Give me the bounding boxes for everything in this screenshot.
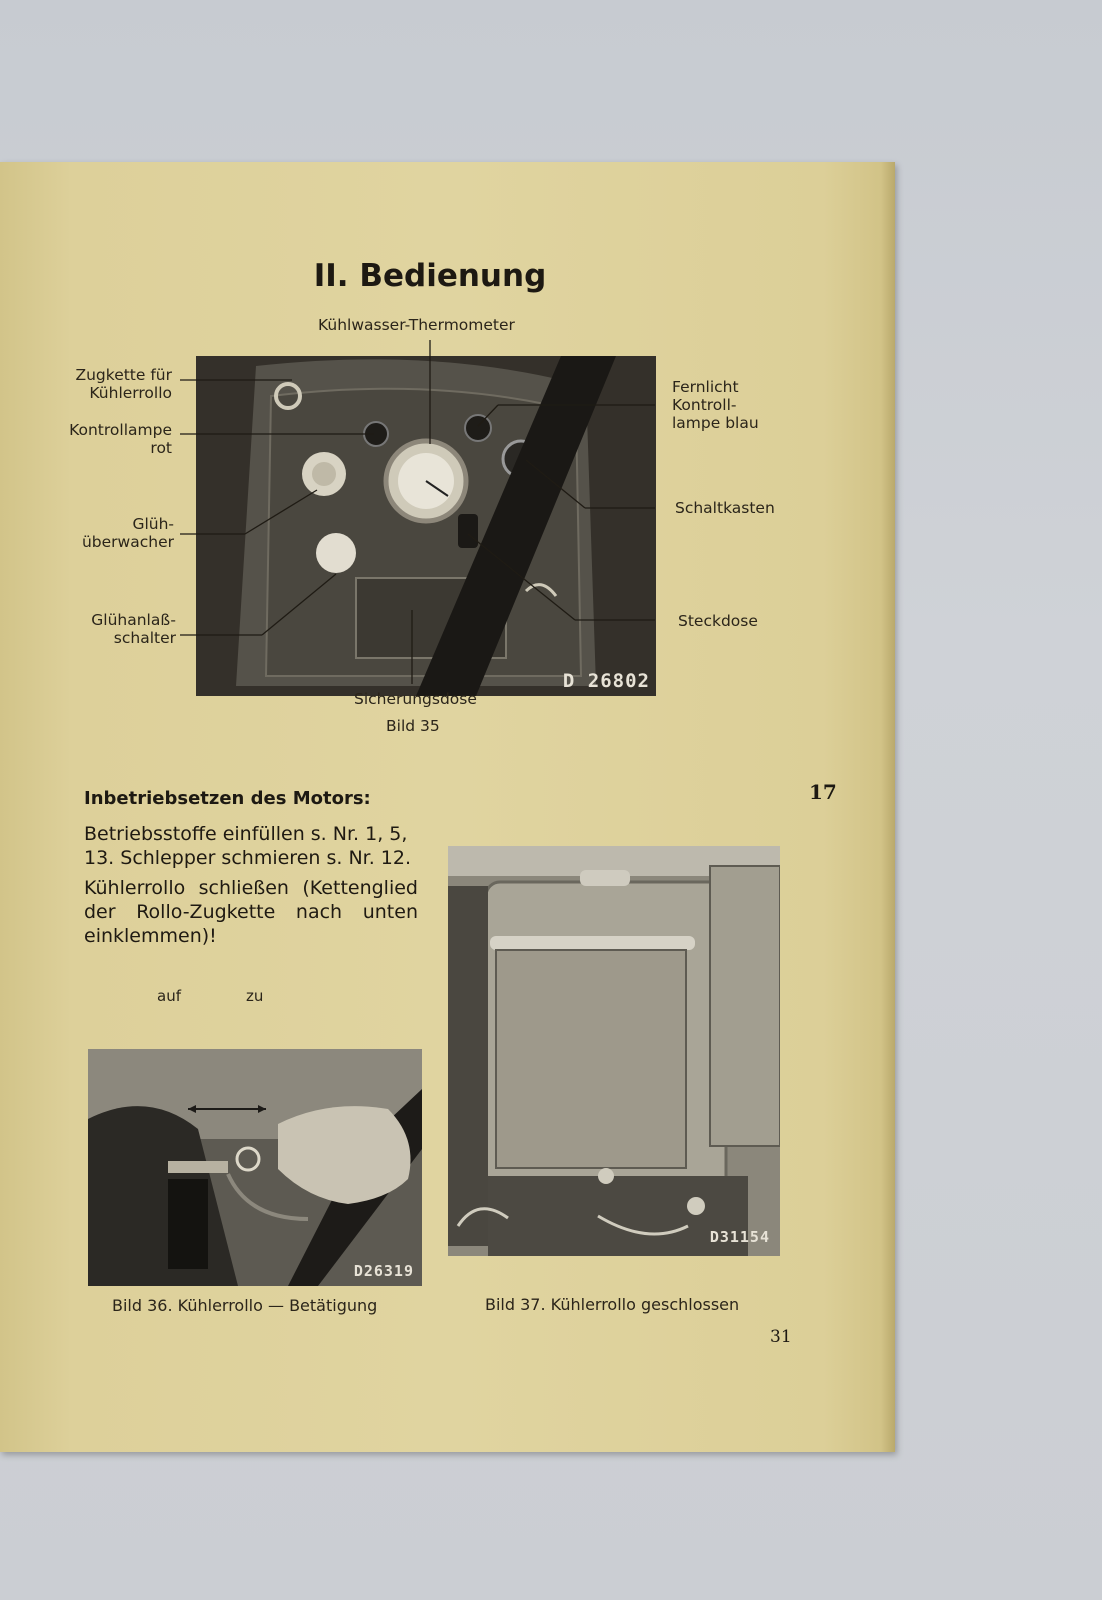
caption-bild-36: Bild 36. Kühlerrollo — Betätigung	[112, 1296, 378, 1315]
label-schaltkasten: Schaltkasten	[675, 499, 775, 517]
label-zu: zu	[246, 987, 264, 1005]
photo-kuehlerrollo-geschlossen	[448, 846, 780, 1256]
page-edge-shadow	[881, 162, 895, 1452]
radiator-illustration	[448, 846, 780, 1256]
caption-bild-35: Bild 35	[386, 717, 440, 735]
dashboard-illustration	[196, 356, 656, 696]
label-zugkette: Zugkette für Kühlerrollo	[75, 366, 172, 402]
photo-dashboard	[196, 356, 656, 696]
hand-chain-illustration	[88, 1049, 422, 1286]
label-gluehanlassschalter: Glühanlaß- schalter	[91, 611, 176, 647]
photo-kuehlerrollo-betaetigung	[88, 1049, 422, 1286]
label-gluehueberwacher: Glüh- überwacher	[81, 515, 174, 551]
caption-bild-37: Bild 37. Kühlerrollo geschlossen	[485, 1295, 740, 1314]
paragraph-kuehlerrollo: Kühlerrollo schließen (Kettenglied der Rollo-Zugkette nach unten einklemmen)!	[84, 877, 418, 947]
label-kuehlwasser-thermometer: Kühlwasser-Thermometer	[318, 316, 515, 334]
section-title: Inbetriebsetzen des Motors:	[84, 788, 371, 809]
photo35-code: D 26802	[562, 670, 650, 692]
label-auf: auf	[157, 987, 181, 1005]
book-page	[0, 162, 895, 1452]
page-heading: II. Bedienung	[313, 258, 547, 294]
photo37-code: D31154	[709, 1228, 770, 1246]
photo36-code: D26319	[353, 1262, 414, 1280]
label-kontrollampe-rot: Kontrollampe rot	[69, 421, 172, 457]
paragraph-betriebsstoffe: Betriebsstoffe einfüllen s. Nr. 1, 5, 13. Schlepper schmieren s. Nr. 12.	[84, 823, 412, 869]
margin-number: 17	[809, 780, 837, 804]
label-sicherungsdose: Sicherungsdose	[354, 690, 477, 708]
label-fernlicht-kontrolllampe: Fernlicht Kontroll- lampe blau	[672, 378, 759, 432]
page-number: 31	[770, 1327, 792, 1347]
label-steckdose: Steckdose	[678, 612, 758, 630]
